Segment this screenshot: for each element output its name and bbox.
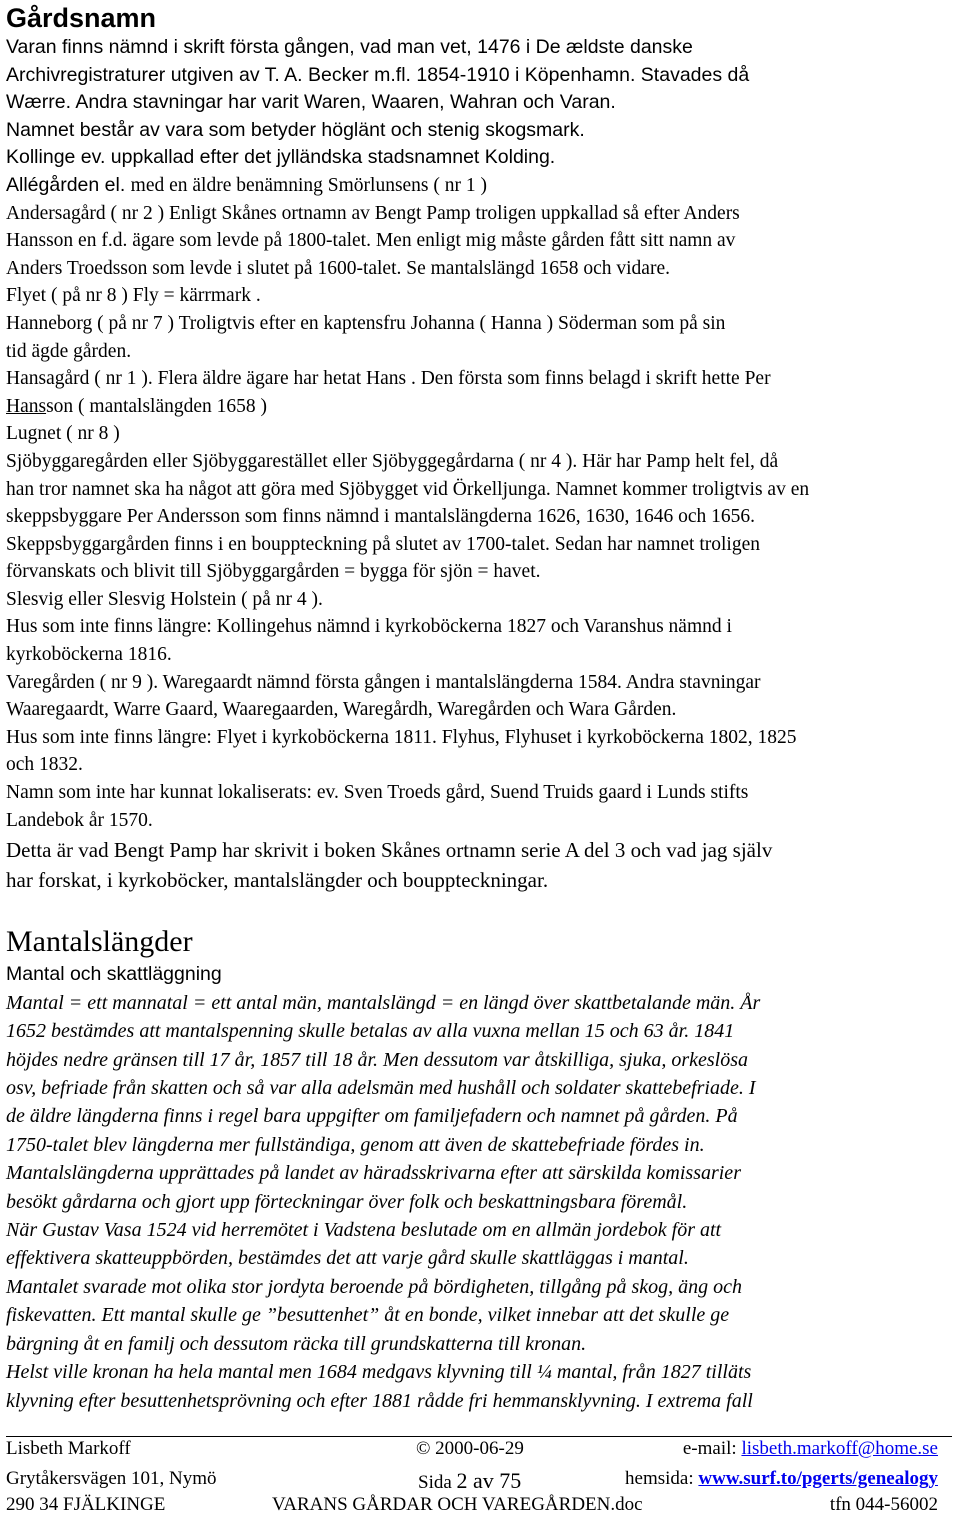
email-label: e-mail: — [682, 1438, 742, 1459]
farm-names-list — [6, 200, 952, 835]
email-link[interactable]: lisbeth.markoff@home.se — [741, 1438, 938, 1459]
text-line: Waaregaardt, Warre Gaard, Waaregaarden, Waregårdh, Waregården och Wara Gården. — [6, 699, 677, 721]
homepage-link[interactable]: www.surf.to/pgerts/genealogy — [698, 1468, 938, 1489]
allegarden-text: med en äldre benämning Smörlunsens ( nr 1 ) — [130, 174, 488, 196]
text-line: Landebok år 1570. — [6, 809, 153, 831]
text-line: Namnet består av vara som betyder höglänt och stenig skogsmark. — [6, 118, 585, 141]
text-line — [6, 393, 952, 421]
text-line: Hanneborg ( på nr 7 ) Troligtvis efter en kaptensfru Johanna ( Hanna ) Söderman som på sin — [6, 312, 726, 334]
footer-phone: tfn 044-56002 — [829, 1494, 938, 1515]
text-line: Hus som inte finns längre: Flyet i kyrkoböckerna 1811. Flyhus, Flyhuset i kyrkoböckerna 1802, 1825 — [6, 726, 797, 748]
heading-gardsnamn: Gårdsnamn — [6, 3, 157, 33]
text-line: förvanskats och blivit till Sjöbyggargården = bygga för sjön = havet. — [6, 561, 541, 583]
text-line: Wærre. Andra stavningar har varit Waren, Waaren, Wahran och Varan. — [6, 91, 616, 114]
text-line — [6, 172, 952, 200]
text-line: kyrkoböckerna 1816. — [6, 644, 172, 666]
text-line: Andersagård ( nr 2 ) Enligt Skånes ortnamn av Bengt Pamp troligen uppkallad så efter Anders — [6, 202, 740, 224]
text-line: Helst ville kronan ha hela mantal men 1684 medgavs klyvning till ¼ mantal, från 1827 tilläts — [6, 1361, 752, 1384]
text-line: tid ägde gården. — [6, 340, 132, 362]
text-line: klyvning efter besuttenhetsprövning och efter 1881 rådde fri hemmansklyvning. I extrema fall — [6, 1389, 753, 1412]
footer-homepage — [625, 1468, 938, 1490]
text-line: Mantalet svarade mot olika stor jordyta beroende på bördigheten, tillgång på skog, äng och — [6, 1275, 743, 1298]
varan-paragraph — [6, 34, 952, 200]
text-line: Hansagård ( nr 1 ). Flera äldre ägare har hetat Hans . Den första som finns belagd i skrift hette Per — [6, 368, 771, 390]
text-line: bärgning åt en familj och dessutom räcka till grundskatterna till kronan. — [6, 1332, 587, 1355]
text-line: Hansson en f.d. ägare som levde på 1800-talet. Men enligt mig måste gården fått sitt namn av — [6, 230, 736, 252]
text-line: Detta är vad Bengt Pamp har skrivit i boken Skånes ortnamn serie A del 3 och vad jag själv — [6, 838, 773, 863]
text-line: Varegården ( nr 9 ). Waregaardt nämnd första gången i mantalslängderna 1584. Andra stavningar — [6, 671, 761, 693]
text-line: Mantalslängderna upprättades på landet av häradsskrivarna efter att särskilda komissarier — [6, 1162, 741, 1185]
mantal-paragraph — [6, 989, 952, 1415]
text-line: Slesvig eller Slesvig Holstein ( på nr 4 ). — [6, 588, 323, 610]
text-line: Varan finns nämnd i skrift första gången, vad man vet, 1476 i De ældste danske — [6, 36, 693, 58]
text-line: effektivera skatteuppbörden, bestämdes det att varje gård skulle skattläggas i mantal. — [6, 1247, 689, 1270]
footer-date — [416, 1438, 524, 1460]
text-line: besökt gårdarna och gjort upp förteckningar över folk och beskattningsbara föremål. — [6, 1190, 688, 1213]
text-line: Lugnet ( nr 8 ) — [6, 423, 120, 445]
hansson-rest: son ( mantalslängden 1658 ) — [46, 395, 268, 417]
page-label: Sida — [418, 1472, 457, 1493]
text-line: Anders Troedsson som levde i slutet på 1600-talet. Se mantalslängd 1658 och vidare. — [6, 257, 670, 279]
footer-filename: VARANS GÅRDAR OCH VAREGÅRDEN.doc — [272, 1494, 643, 1515]
footer-row — [6, 1468, 952, 1494]
text-line: Flyet ( på nr 8 ) Fly = kärrmark . — [6, 285, 261, 307]
text-line: Namn som inte har kunnat lokaliserats: ev. Sven Troeds gård, Suend Truids gaard i Lunds stifts — [6, 782, 749, 804]
text-line: 1750-talet blev längderna mer fullständiga, genom att även de skattebefriade fördes in. — [6, 1133, 705, 1156]
hansson-underlined: Hans — [6, 395, 47, 417]
text-line: Mantal = ett mannatal = ett antal män, mantalslängd = en längd över skattbetalande män. År — [6, 991, 761, 1014]
text-line: skeppsbyggare Per Andersson som finns nämnd i mantalslängderna 1626, 1630, 1646 och 1656. — [6, 506, 756, 528]
homepage-label: hemsida: — [625, 1468, 699, 1489]
text-line: Kollinge ev. uppkallad efter det jylländska stadsnamnet Kolding. — [6, 146, 556, 169]
footer-author: Lisbeth Markoff — [6, 1438, 131, 1459]
document-page — [6, 0, 952, 1415]
text-line: Archivregistraturer utgiven av T. A. Becker m.fl. 1854-1910 i Köpenhamn. Stavades då — [6, 63, 750, 86]
text-line: höjdes nedre gränsen till 17 år, 1857 till 18 år. Men dessutom var åtskilliga, sjuka, orkeslösa — [6, 1048, 749, 1071]
text-line: har forskat, i kyrkoböcker, mantalslängder och bouppteckningar. — [6, 867, 549, 892]
page-total: av 75 — [467, 1468, 522, 1493]
text-line: Skeppsbyggargården finns i en bouppteckning på slutet av 1700-talet. Sedan har namnet troligen — [6, 533, 760, 555]
page-current: 2 — [456, 1468, 468, 1493]
text-line: När Gustav Vasa 1524 vid herremötet i Vadstena beslutade om en allmän jordebok för att — [6, 1219, 722, 1242]
footer-postal: 290 34 FJÄLKINGE — [6, 1494, 166, 1515]
text-line: 1652 bestämdes att mantalspenning skulle betalas av alla vuxna mellan 15 och 63 år. 1841 — [6, 1020, 735, 1043]
text-line: fiskevatten. Ett mantal skulle ge ”besuttenhet” åt en bonde, vilket innebar att det skulle ge — [6, 1304, 730, 1327]
footer-address: Grytåkersvägen 101, Nymö — [6, 1468, 217, 1489]
heading-mantalslangder: Mantalslängder — [6, 925, 193, 959]
text-line: Hus som inte finns längre: Kollingehus nämnd i kyrkoböckerna 1827 och Varanshus nämnd i — [6, 616, 732, 638]
footer-page-number — [418, 1468, 521, 1494]
allegarden-label: Allégården el. — [6, 173, 131, 196]
text-line: osv, befriade från skatten och så var alla adelsmän med hushåll och soldater skattebefriade. I — [6, 1077, 756, 1100]
footer-row — [6, 1438, 952, 1464]
footer-date-text: © 2000-06-29 — [416, 1438, 524, 1459]
footer-row — [6, 1494, 952, 1520]
closing-paragraph — [6, 836, 952, 895]
footer-divider — [6, 1436, 952, 1437]
footer-email — [683, 1438, 938, 1460]
subheading-mantal: Mantal och skattläggning — [6, 963, 222, 986]
text-line: Sjöbyggaregården eller Sjöbyggarestället eller Sjöbyggegårdarna ( nr 4 ). Här har Pamp helt fel, då — [6, 450, 779, 472]
text-line: de äldre längderna finns i regel bara uppgifter om familjefadern och namnet på gården. På — [6, 1105, 738, 1128]
text-line: han tror namnet ska ha något att göra med Sjöbygget vid Örkelljunga. Namnet kommer troligtvis av en — [6, 478, 810, 500]
text-line: och 1832. — [6, 754, 83, 776]
